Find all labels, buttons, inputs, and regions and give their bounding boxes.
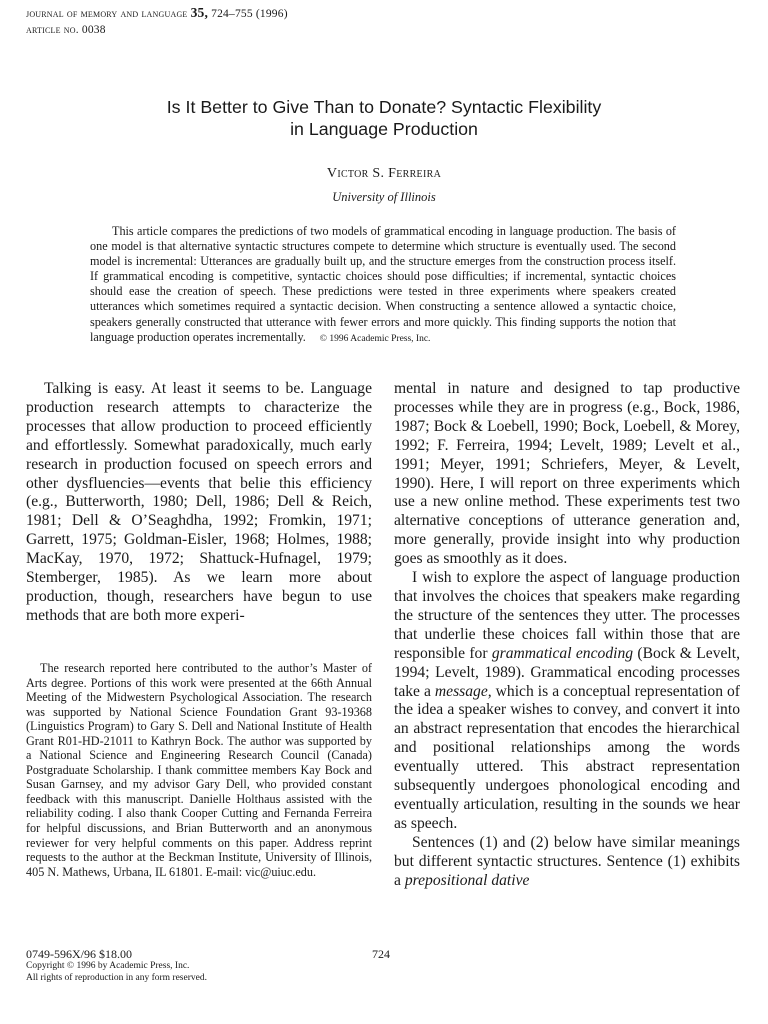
term-grammatical-encoding: grammatical encoding [491, 644, 634, 662]
abstract-copyright: © 1996 Academic Press, Inc. [319, 333, 431, 344]
body-paragraph-1-continued: mental in nature and designed to tap productive processes while they are in progress (e.g., Bock, 1986, 1987; Bock & Loebell, 1990; Bock, Loebell, & Morey, 1992; F. Ferreira, 1994; Levelt, 1989; Levelt et al., 1991; Meyer, 1991; Schriefers, Meyer, & Levelt, 1990). Here, I will report on three experiments which use a new online method. These experiments test two alternative conceptions of utterance generation and, more generally, provide insight into why production goes as smoothly as it does. [394, 380, 740, 568]
journal-name: journal of memory and language [26, 8, 188, 20]
footnote-text: The research reported here contributed to the author’s Master of Arts degree. Portions of this work were presented at the 66th Annual Meeting of the Midwestern Psychological Association. The research was supported by National Science Foundation Grant 93-19368 (Linguistics Program) to Gary S. Dell and National Institute of Health Grant R01-HD-21011 to Kathryn Bock. The author was supported by a National Science and Engineering Research Council (Canada) Postgraduate Scholarship. I thank committee members Kay Bock and Susan Garnsey, and my advisor Gary Dell, who provided constant feedback with this manuscript. Danielle Holthaus assisted with the reliability coding. I also thank Cooper Cutting and Fernanda Ferreira for helpful discussions, and Brian Butterworth and an anonymous reviewer for very helpful comments on this paper. Address reprint requests to the author at the Beckman Institute, University of Illinois, 405 N. Mathews, Urbana, IL 61801. E-mail: vic@uiuc.edu. [26, 661, 372, 879]
body-column-right [394, 380, 740, 890]
author-affiliation: University of Illinois [332, 190, 436, 204]
journal-volume: 35, [190, 5, 209, 20]
title-line-1: Is It Better to Give Than to Donate? Syntactic Flexibility [166, 97, 602, 117]
term-prepositional-dative: prepositional dative [404, 871, 530, 889]
article-number: article no. 0038 [26, 24, 106, 36]
abstract-text: This article compares the predictions of two models of grammatical encoding in language production. The basis of one model is that alternative syntactic structures compete to determine which structure is eventually used. The second model is incremental: Utterances are gradually built up, and the structure emerges from the construction process itself. If grammatical encoding is competitive, syntactic choices should pose difficulties; if incremental, syntactic choices should ease the creation of speech. These predictions were tested in three experiments where speakers created utterances which sometimes required a syntactic decision. When constructing a sentence allowed a syntactic choice, speakers generally constructed that utterance with fewer errors and more quickly. This finding supports the notion that language production operates incrementally. [90, 224, 676, 344]
term-message: message, [434, 682, 492, 700]
footer-rights: All rights of reproduction in any form reserved. [26, 972, 207, 983]
p2-text-c: which is a conceptual representation of the idea a speaker wishes to convey, and convert it into an abstract representation that encodes the hierarchical and positional relationships among the words eventually uttered. This abstract representation subsequently undergoes phonological encoding and eventually articulation, resulting in the sounds we hear as speech. [394, 682, 740, 832]
author-name: Victor S. Ferreira [326, 166, 442, 181]
body-paragraph-1: Talking is easy. At least it seems to be. Language production research attempts to characterize the processes that allow production to proceed efficiently and effortlessly. Somewhat paradoxically, much early research in production focused on speech errors and other dysfluencies—events that belie this efficiency (e.g., Butterworth, 1980; Dell, 1986; Dell & Reich, 1981; Dell & O’Seaghdha, 1992; Fromkin, 1971; Garrett, 1975; Goldman-Eisler, 1968; Holmes, 1988; MacKay, 1970, 1972; Shattuck-Hufnagel, 1979; Stemberger, 1985). As we learn more about production, though, researchers have begun to use methods that are both more experi- [26, 380, 372, 624]
p2-text-b: (Bock & Levelt, 1994; Levelt, 1989). Grammatical encoding processes take a [394, 644, 740, 700]
page-number: 724 [372, 947, 390, 961]
paper-title [60, 96, 708, 140]
issn-price: 0749-596X/96 $18.00 [26, 947, 132, 961]
journal-header [26, 5, 288, 38]
journal-pages-year: 724–755 (1996) [211, 8, 288, 20]
body-paragraph-3 [394, 834, 740, 891]
title-line-2: in Language Production [290, 119, 478, 139]
author-footnote [26, 661, 372, 879]
body-column-left [26, 380, 372, 626]
p3-text-a: Sentences (1) and (2) below have similar meanings but different syntactic structures. Sentence (1) exhibits a [394, 833, 740, 889]
p2-text-a: I wish to explore the aspect of language production that involves the choices that speakers make regarding the structure of the sentences they utter. The processes that underlie these choices fall within those that are responsible for [394, 569, 740, 662]
footer-left [26, 947, 207, 984]
footer-copyright: Copyright © 1996 by Academic Press, Inc. [26, 961, 190, 971]
body-paragraph-2 [394, 569, 740, 834]
abstract [90, 224, 676, 347]
